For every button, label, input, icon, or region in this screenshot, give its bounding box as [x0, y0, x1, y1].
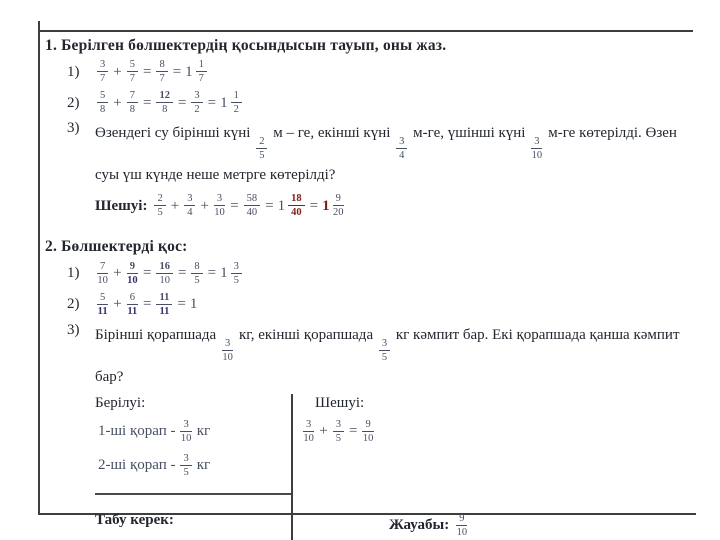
fraction: $\frac{6}{11}$ — [127, 291, 138, 317]
equation-text: м – ге, екінші күні — [273, 125, 391, 142]
equation-text: = — [142, 295, 152, 312]
whole-number: 1 — [185, 63, 193, 80]
item-number: 2) — [67, 94, 80, 111]
fraction: $\frac{3}{7}$ — [97, 59, 108, 84]
fraction: $\frac{12}{8}$ — [156, 90, 173, 115]
section1-item3-solution — [95, 190, 690, 221]
table-solution-column — [291, 394, 690, 540]
whole-number: 1 — [220, 94, 228, 111]
equation-text: = — [309, 197, 319, 214]
fraction: $\frac{9}{10}$ — [127, 260, 138, 286]
fraction: $\frac{58}{40}$ — [244, 193, 261, 218]
fraction: $\frac{2}{5}$ — [256, 136, 267, 161]
equation-text: кг — [196, 423, 211, 440]
equation-text: = — [142, 264, 152, 281]
answer-row — [389, 513, 690, 538]
section2-item1-equation — [95, 261, 244, 286]
fraction: $\frac{2}{5}$ — [154, 193, 165, 218]
fraction: $\frac{3}{10}$ — [214, 193, 225, 219]
fraction: $\frac{3}{10}$ — [531, 136, 543, 162]
equation-text: + — [113, 295, 122, 312]
section1-item3-problem-text — [95, 119, 690, 190]
equation-text: 2-ші қорап - — [98, 457, 176, 474]
equation-text: м-ге көтерілді. Өзен суы үш күнде неше метрге көтерілді? — [95, 125, 677, 184]
equation-text: + — [113, 63, 122, 80]
fraction: $\frac{1}{2}$ — [231, 90, 242, 115]
fraction: $\frac{5}{11}$ — [97, 291, 108, 317]
fraction: $\frac{7}{8}$ — [127, 90, 138, 115]
fraction: $\frac{9}{10}$ — [362, 419, 374, 445]
fraction: $\frac{9}{20}$ — [332, 193, 344, 219]
fraction: $\frac{3}{4}$ — [184, 193, 195, 218]
section1-item1-equation — [95, 59, 209, 84]
section2-item2 — [45, 290, 690, 319]
fraction: $\frac{3}{5}$ — [333, 419, 344, 444]
fraction: $\frac{3}{5}$ — [180, 453, 191, 478]
section1-item2 — [45, 88, 690, 117]
equation-text: = — [172, 63, 182, 80]
item-number: 1) — [67, 63, 80, 80]
item-number: 3) — [67, 321, 80, 338]
section1-heading: 1. Берілген бөлшектердің қосындысын тауып, оны жаз. — [45, 37, 447, 54]
fraction: $\frac{7}{10}$ — [97, 260, 108, 286]
whole-number: 1 — [220, 264, 228, 281]
answer-label: Жауабы: — [389, 516, 450, 533]
fraction: $\frac{3}{5}$ — [231, 261, 242, 286]
section1-item2-equation — [95, 90, 244, 115]
equation-text: + — [113, 94, 122, 111]
equation-text: + — [319, 423, 328, 440]
fraction: $\frac{3}{4}$ — [396, 136, 407, 161]
equation-text: кг — [196, 457, 211, 474]
equation-text: + — [170, 197, 180, 214]
equation-text: 1-ші қорап - — [98, 423, 176, 440]
section1-item1 — [45, 57, 690, 86]
fraction: $\frac{11}{11}$ — [156, 292, 172, 317]
equation-text: = — [265, 197, 274, 214]
fraction: $\frac{16}{10}$ — [156, 261, 173, 286]
fraction: $\frac{3}{10}$ — [303, 419, 314, 445]
section1-item3-solution-equation — [152, 193, 345, 218]
section2-heading: 2. Бөлшектерді қос: — [45, 238, 188, 256]
equation-text: = — [177, 94, 187, 111]
fraction: $\frac{1}{7}$ — [196, 59, 207, 84]
worksheet-content — [45, 36, 690, 540]
whole-number: 1 — [277, 197, 286, 214]
frame-left-border — [38, 21, 40, 515]
fraction: $\frac{8}{7}$ — [156, 59, 167, 84]
fraction: $\frac{9}{10}$ — [456, 512, 468, 538]
whole-number: 1 — [189, 295, 198, 312]
solution-label: Шешуі: — [315, 394, 365, 411]
solution-label: Шешуі: — [95, 197, 148, 214]
table-given-column — [95, 394, 291, 540]
problem-table — [95, 394, 690, 540]
equation-text: Бірінші қорапшада — [95, 326, 217, 343]
equation-text: = — [142, 94, 152, 111]
fraction: $\frac{5}{7}$ — [127, 59, 138, 84]
whole-number: 1 — [322, 197, 330, 214]
equation-text: = — [207, 94, 217, 111]
section2-item2-equation — [95, 292, 198, 317]
equation-text: = — [207, 264, 217, 281]
equation-text: м-ге, үшінші күні — [413, 125, 526, 142]
fraction: $\frac{3}{2}$ — [191, 90, 202, 115]
item-number: 2) — [67, 295, 80, 312]
frame-top-border — [38, 30, 693, 32]
equation-text: = — [230, 197, 239, 214]
item-number: 3) — [67, 120, 80, 137]
given-row-1 — [95, 417, 291, 447]
section2-item1 — [45, 259, 690, 288]
equation-text: + — [200, 197, 209, 214]
answer-equation — [454, 513, 469, 538]
find-label: Табу керек: — [95, 511, 174, 528]
section1-item3 — [45, 119, 690, 190]
item-number: 1) — [67, 264, 80, 281]
equation-text: = — [177, 264, 187, 281]
equation-text: кг, екінші қорапшада — [238, 326, 374, 343]
section2-item3 — [45, 321, 690, 392]
fraction: $\frac{3}{10}$ — [222, 337, 233, 363]
fraction: $\frac{8}{5}$ — [191, 261, 202, 286]
equation-text: Өзендегі су бірінші күні — [95, 125, 251, 142]
fraction: $\frac{5}{8}$ — [97, 90, 108, 115]
given-row-2 — [95, 451, 291, 481]
fraction: $\frac{3}{10}$ — [180, 419, 192, 445]
table-horizontal-divider — [95, 493, 291, 495]
equation-text: = — [142, 63, 152, 80]
given-label: Берілуі: — [95, 394, 146, 411]
fraction: $\frac{18}{40}$ — [288, 193, 305, 218]
equation-text: кг кәмпит бар. Екі қорапшада қанша кәмпит бар? — [95, 326, 680, 385]
equation-text: + — [113, 264, 122, 281]
section2-item3-problem-text — [95, 321, 690, 392]
equation-text: = — [348, 423, 358, 440]
fraction: $\frac{3}{5}$ — [379, 338, 390, 363]
equation-text: = — [177, 295, 186, 312]
table-solution-equation — [301, 417, 690, 447]
